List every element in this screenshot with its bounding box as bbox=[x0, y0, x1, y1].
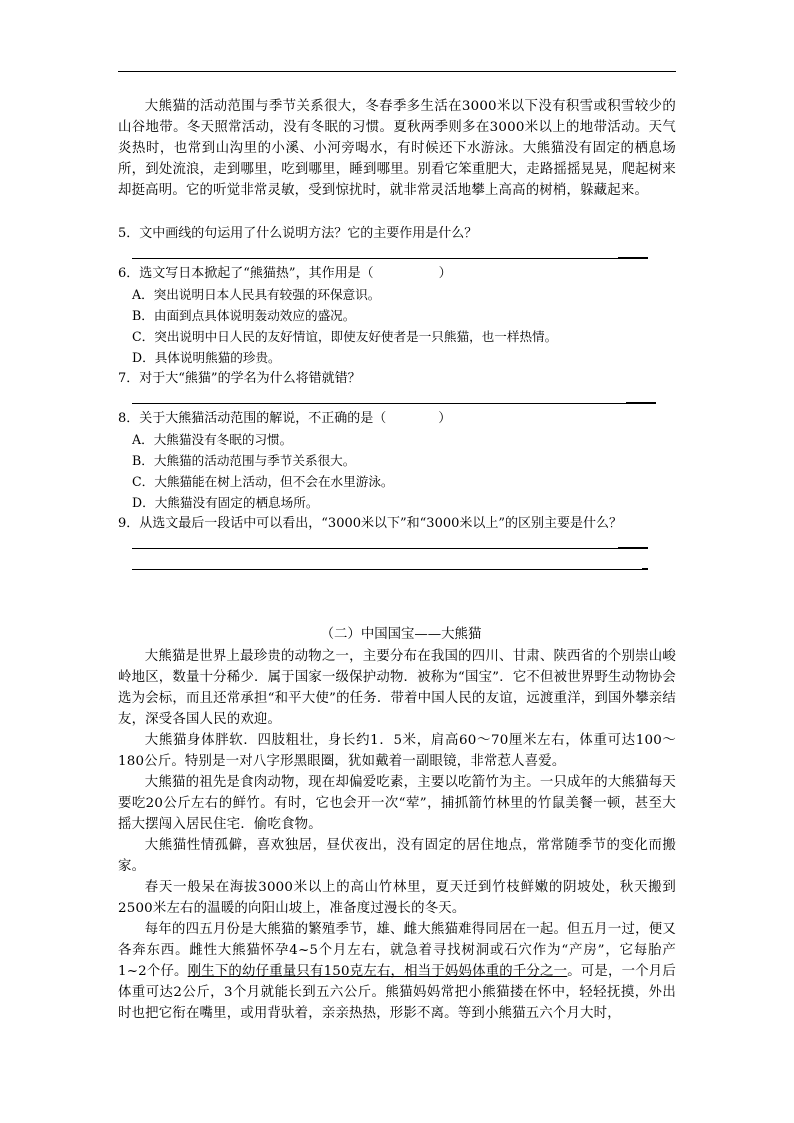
question-7: 7．对于大“熊猫”的学名为什么将错就错？ bbox=[118, 371, 361, 386]
question-6: 6．选文写日本掀起了“熊猫热”，其作用是（ ） bbox=[118, 266, 452, 281]
section-two-paragraph-4: 大熊猫性情孤僻，喜欢独居，昼伏夜出，没有固定的居住地点，常常随季节的变化而搬家。 bbox=[118, 838, 676, 874]
header-rule bbox=[118, 71, 676, 72]
question-8-option-c: C．大熊猫能在树上活动，但不会在水里游泳。 bbox=[132, 474, 394, 489]
question-8-option-d: D．大熊猫没有固定的栖息场所。 bbox=[132, 495, 319, 510]
answer-line-9a[interactable] bbox=[132, 534, 646, 549]
question-6-option-b: B．由面到点具体说明轰动效应的盛况。 bbox=[132, 308, 356, 323]
question-8-option-a: A．大熊猫没有冬眠的习惯。 bbox=[132, 432, 293, 447]
question-8-option-b: B．大熊猫的活动范围与季节关系很大。 bbox=[132, 453, 356, 468]
question-9: 9．从选文最后一段话中可以看出，“3000米以下”和“3000米以上”的区别主要是什么？ bbox=[118, 516, 623, 531]
paragraph-6-start: 每年的四五月份是大熊猫的繁殖季节，雄、雌大熊猫难得同居在一起。但五月一过，便又各奔东西。雌性大熊猫怀孕4~5个月左右，就急着寻找树洞或石穴作为“产房”，它每胎产1~2个仔。 bbox=[118, 922, 676, 979]
section-two-paragraph-3: 大熊猫的祖先是食肉动物，现在却偏爱吃素，主要以吃箭竹为主。一只成年的大熊猫每天要吃20公斤左右的鲜竹。有时，它也会开一次“荤”，捕抓箭竹林里的竹鼠美餐一顿，甚至大摇大摆闯入居民住宅．偷吃食物。 bbox=[118, 775, 676, 832]
answer-line-5[interactable] bbox=[132, 244, 646, 259]
passage-one-text: 大熊猫的活动范围与季节关系很大，冬春季多生活在3000米以下没有积雪或积雪较少的山谷地带。冬天照常活动，没有冬眠的习惯。夏秋两季则多在3000米以上的地带活动。天气炎热时，也常到山沟里的小溪、小河旁喝水，有时候还下水游泳。大熊猫没有固定的栖息场所，到处流浪，走到哪里，吃到哪里，睡到哪里。别看它笨重肥大，走路摇摇晃晃，爬起树来却挺高明。它的听觉非常灵敏，受到惊扰时，就非常灵活地攀上高高的树梢，躲藏起来。 bbox=[118, 99, 676, 198]
question-6-option-d: D．具体说明熊猫的珍贵。 bbox=[132, 350, 281, 365]
question-6-option-a: A．突出说明日本人民具有较强的环保意识。 bbox=[132, 287, 381, 302]
paragraph-6-end: 。可是，一个月后体重可达2公斤，3个月就能长到五六公斤。熊猫妈妈常把小熊猫搂在怀中，轻轻抚摸，外出时也把它衔在嘴里，或用背驮着，亲亲热热，形影不离。等到小熊猫五六个月大时， bbox=[118, 964, 676, 1021]
question-section bbox=[118, 223, 676, 574]
section-two-paragraph-6 bbox=[118, 919, 676, 1024]
answer-line-9b[interactable] bbox=[132, 555, 646, 570]
question-6-option-c: C．突出说明中日人民的友好情谊，即使友好使者是一只熊猫，也一样热情。 bbox=[132, 329, 558, 344]
section-two-paragraph-1: 大熊猫是世界上最珍贵的动物之一，主要分布在我国的四川、甘肃、陕西省的个别崇山峻岭地区，数量十分稀少．属于国家一级保护动物．被称为“国宝”．它不但被世界野生动物协会选为会标，而且还常承担“和平大使”的任务．带着中国人民的友谊，远渡重洋，到国外攀亲结友，深受各国人民的欢迎。 bbox=[118, 649, 676, 727]
question-5: 5．文中画线的句运用了什么说明方法？它的主要作用是什么？ bbox=[118, 226, 478, 241]
section-two-paragraph-2: 大熊猫身体胖软．四肢粗壮，身长约1．5米，肩高60～70厘米左右，体重可达100～180公斤。特别是一对八字形黑眼圈，犹如戴着一副眼镜，非常惹人喜爱。 bbox=[118, 733, 676, 769]
answer-line-7[interactable] bbox=[132, 389, 654, 404]
passage-one bbox=[118, 96, 676, 201]
underlined-sentence: 刚生下的幼仔重量只有150克左右，相当于妈妈体重的千分之一 bbox=[187, 964, 568, 979]
section-two-paragraph-5: 春天一般呆在海拔3000米以上的高山竹林里，夏天迁到竹枝鲜嫩的阴坡处，秋天搬到2500米左右的温暖的向阳山坡上，准备度过漫长的冬天。 bbox=[118, 880, 676, 916]
section-two-title: （二）中国国宝——大熊猫 bbox=[320, 627, 482, 642]
question-8: 8．关于大熊猫活动范围的解说，不正确的是（ ） bbox=[118, 411, 452, 426]
section-two bbox=[118, 624, 676, 1024]
